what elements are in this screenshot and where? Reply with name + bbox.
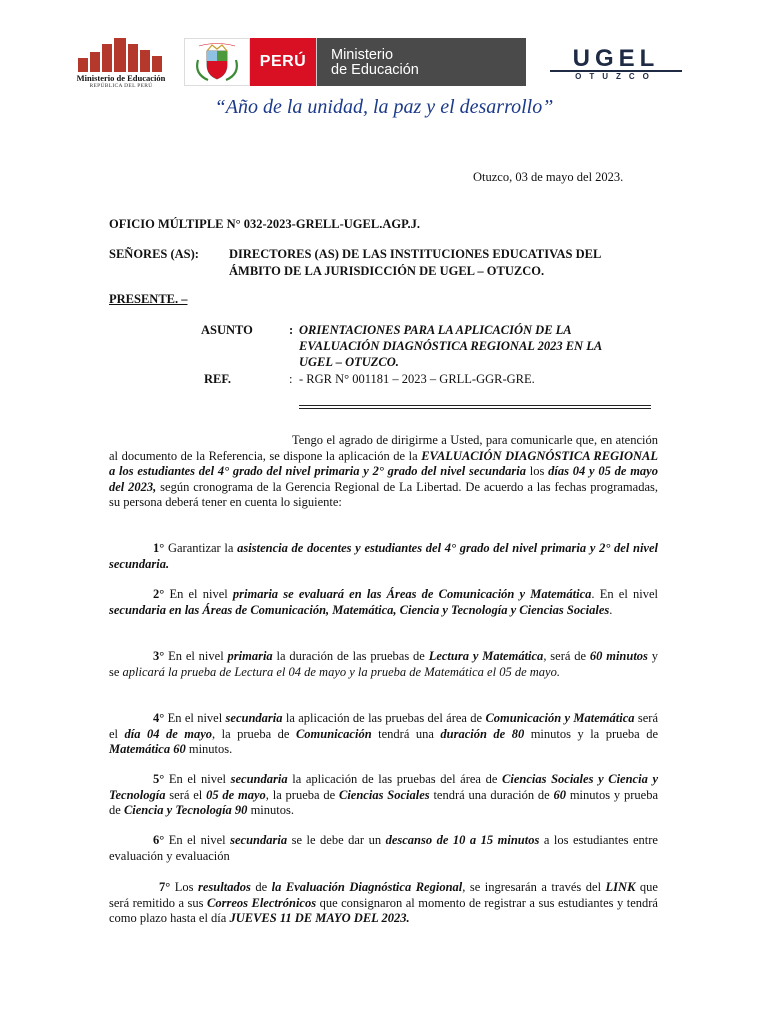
presente-label: PRESENTE. – (109, 292, 188, 306)
item-4 (109, 711, 658, 758)
ref-separator: : (289, 372, 293, 386)
peru-crest (184, 38, 250, 86)
asunto-line2: EVALUACIÓN DIAGNÓSTICA REGIONAL 2023 EN LA (299, 339, 603, 353)
item-number: 3° (153, 649, 165, 663)
item-7 (109, 880, 658, 927)
asunto-line3: UGEL – OTUZCO. (299, 355, 399, 369)
ministerio-line2: de Educación (331, 62, 419, 78)
item-text: tendrá una duración de (429, 787, 554, 802)
item-emphasis: día 04 de mayo (124, 726, 213, 741)
minedu-bars-icon (78, 38, 164, 72)
intro-bold-dates: días 04 y 05 de mayo del 2023, (109, 464, 658, 494)
item-emphasis: Comunicación (295, 726, 372, 741)
item-text: . (609, 602, 613, 617)
ref-value: - RGR N° 001181 – 2023 – GRLL-GGR-GRE. (299, 372, 535, 386)
item-3 (109, 649, 658, 680)
letterhead (68, 36, 708, 92)
item-number: 7° (159, 880, 171, 894)
ugel-main: UGEL (572, 45, 660, 72)
peru-label: PERÚ (250, 38, 316, 86)
item-emphasis: primaria se evaluará en las Áreas de Comunicación y Matemática (232, 587, 592, 601)
item-emphasis: JUEVES 11 DE MAYO DEL 2023. (229, 911, 410, 925)
item-emphasis: la Evaluación Diagnóstica Regional (271, 880, 463, 894)
item-text: , la prueba de (212, 726, 296, 741)
item-emphasis: secundaria (225, 711, 283, 725)
item-text: En el nivel (164, 711, 226, 725)
asunto-separator: : (289, 323, 294, 337)
item-text: Garantizar la (164, 541, 238, 555)
item-text: En el nivel (164, 833, 231, 847)
item-emphasis: Ciencia y Tecnología 90 (123, 803, 248, 817)
oficio-number: OFICIO MÚLTIPLE N° 032-2023-GRELL-UGEL.AGP.J. (109, 217, 421, 231)
item-emphasis: 60 (553, 787, 567, 802)
item-number: 6° (153, 833, 165, 847)
item-text: la duración de las pruebas de (272, 649, 429, 663)
document-date: Otuzco, 03 de mayo del 2023. (473, 170, 624, 184)
item-emphasis: Lectura y Matemática (428, 649, 544, 663)
item-emphasis: asistencia de docentes y estudiantes del 4° grado del nivel primaria y 2° del nivel secundaria. (109, 541, 659, 571)
item-text: tendrá una (371, 726, 441, 741)
item-text: a los estudiantes entre evaluación y evaluación (109, 833, 658, 863)
item-number: 4° (153, 711, 165, 725)
item-2 (109, 587, 658, 618)
item-emphasis: 05 de mayo (206, 787, 266, 802)
item-emphasis: secundaria (230, 772, 288, 786)
minedu-name: Ministerio de Educación (76, 73, 166, 83)
addressee-label: SEÑORES (AS): (109, 247, 199, 261)
item-number: 5° (153, 772, 165, 786)
item-text: . En el nivel (591, 587, 658, 601)
item-text: , será de (543, 649, 590, 663)
item-text: minutos. (185, 742, 233, 756)
item-text: que consignaron al momento de registrar a sus estudiantes y tendrá como plazo hasta el día (109, 895, 658, 925)
item-emphasis: Ciencias Sociales y Ciencia y Tecnología (109, 772, 668, 802)
item-text: , se ingresarán a través del (462, 880, 606, 894)
year-motto: “Año de la unidad, la paz y el desarrollo” (214, 96, 554, 118)
item-number: 1° (153, 541, 165, 555)
intro-bold-evaluation: EVALUACIÓN DIAGNÓSTICA REGIONAL a los estudiantes del 4° grado del nivel primaria y 2° grado del nivel secundaria (109, 448, 658, 478)
item-5 (109, 772, 668, 819)
minedu-logo (68, 38, 174, 90)
asunto-line1: ORIENTACIONES PARA LA APLICACIÓN DE LA (299, 323, 572, 337)
intro-text: según cronograma de la Gerencia Regional de La Libertad. De acuerdo a las fechas programadas, su persona deberá tener en cuenta lo siguiente: (109, 479, 658, 509)
item-emphasis: duración de 80 (440, 726, 525, 741)
government-band (184, 38, 526, 86)
item-emphasis: Correos Electrónicos (207, 895, 317, 910)
ugel-otuzco-logo (540, 45, 692, 81)
item-emphasis: primaria (227, 649, 273, 663)
item-6 (109, 833, 658, 864)
item-emphasis: resultados (198, 880, 251, 894)
asunto-label: ASUNTO (201, 323, 253, 337)
intro-text: los (526, 464, 549, 478)
item-emphasis: secundaria (230, 833, 288, 847)
item-text: de (250, 880, 272, 894)
item-text: minutos y prueba de (109, 787, 659, 817)
item-italic: aplicará la prueba de Lectura el 04 de mayo y la prueba de Matemática el 05 de mayo. (122, 664, 560, 679)
minedu-sub: REPÚBLICA DEL PERÚ (89, 83, 153, 89)
item-number: 2° (153, 587, 165, 601)
item-text: será el (109, 711, 658, 741)
addressee-line1: DIRECTORES (AS) DE LAS INSTITUCIONES EDUCATIVAS DEL (229, 247, 602, 261)
item-emphasis: secundaria en las Áreas de Comunicación, Matemática, Ciencia y Tecnología y Ciencias Sociales (109, 602, 610, 617)
item-text: será el (165, 787, 207, 802)
item-emphasis: Ciencias Sociales (339, 787, 430, 802)
ref-label: REF. (204, 372, 231, 386)
item-emphasis: Matemática 60 (109, 742, 186, 756)
item-text: En el nivel (164, 587, 233, 601)
item-text: En el nivel (164, 772, 231, 786)
item-text: Los (170, 880, 199, 894)
item-emphasis: Comunicación y Matemática (485, 711, 635, 725)
intro-text: Tengo el agrado de dirigirme a Usted, para comunicarle que, en atención al documento de la Referencia, se dispone la aplicación de la (109, 433, 658, 463)
item-text: la aplicación de las pruebas del área de (287, 772, 503, 786)
intro-paragraph (109, 433, 658, 511)
item-text: y se (109, 649, 659, 679)
item-text: En el nivel (164, 649, 228, 663)
separator-line (299, 405, 651, 409)
item-emphasis: LINK (605, 880, 636, 894)
ministerio-line1: Ministerio (331, 47, 394, 63)
item-emphasis: descanso de 10 a 15 minutos (385, 833, 540, 847)
ugel-sub: OTUZCO (550, 70, 682, 81)
item-1 (109, 541, 658, 572)
item-text: se le debe dar un (287, 833, 386, 847)
ministerio-label (316, 38, 526, 86)
item-emphasis: 60 minutos (589, 649, 648, 663)
item-text: que será remitido a sus (109, 880, 658, 910)
item-text: la aplicación de las pruebas del área de (282, 711, 486, 725)
item-text: , la prueba de (265, 787, 339, 802)
peru-crest-icon (190, 40, 244, 84)
addressee-line2: ÁMBITO DE LA JURISDICCIÓN DE UGEL – OTUZCO. (229, 264, 545, 278)
item-text: minutos y la prueba de (524, 726, 659, 741)
item-text: minutos. (247, 803, 294, 817)
